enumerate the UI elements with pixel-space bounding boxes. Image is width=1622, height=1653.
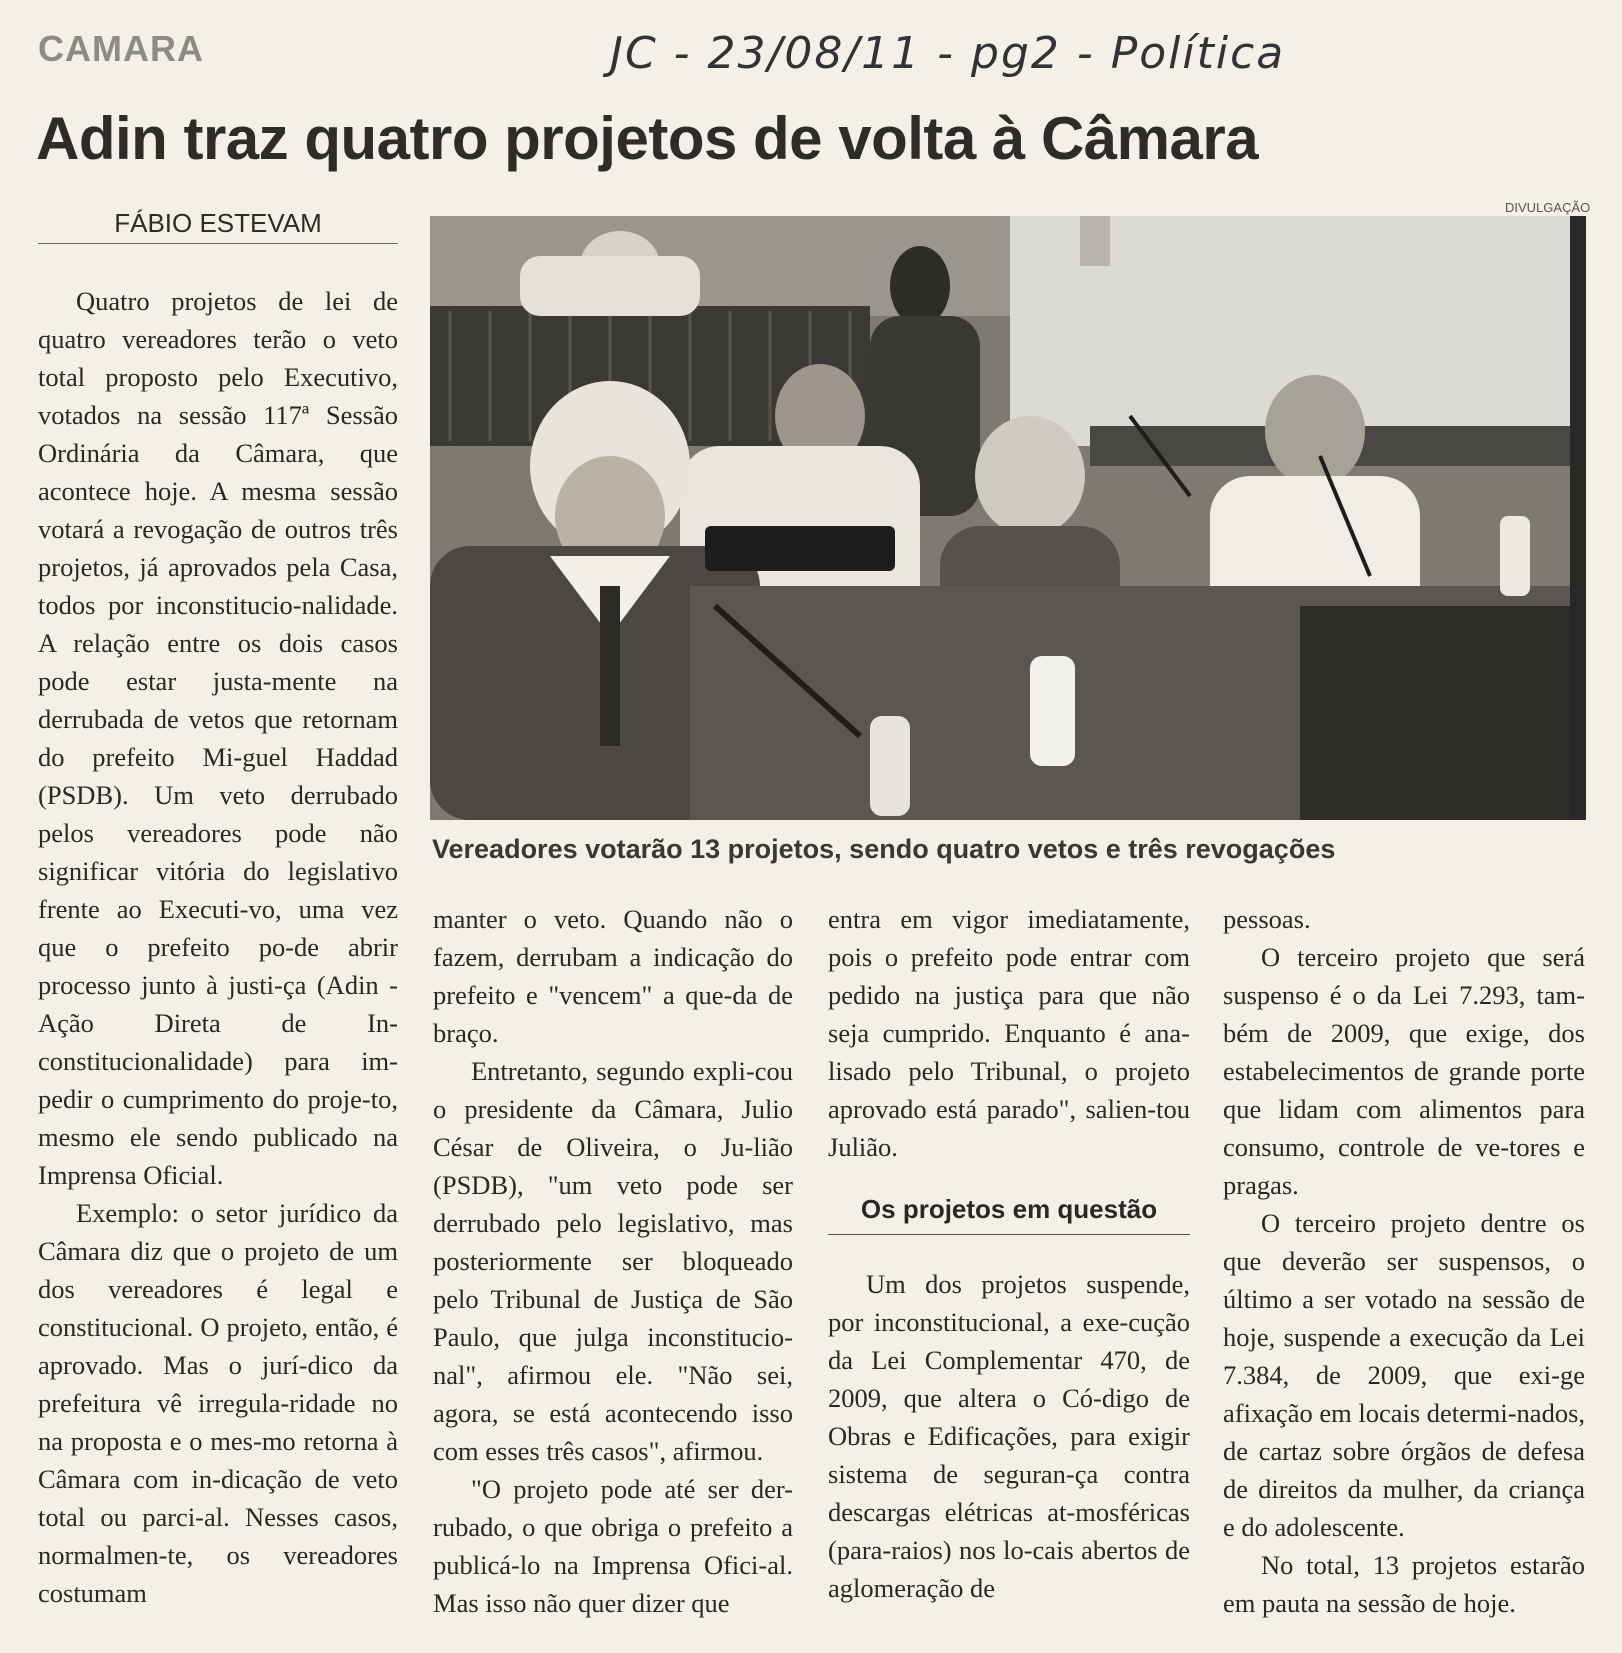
paragraph: O terceiro projeto dentre os que deverão ser suspensos, o último a ser votado na sessão de hoje, suspende a execução da Lei 7.384, de 2009, que exi-ge afixação em locais determi-nados, de cartaz sobre órgãos de defesa de direitos da mulher, da criança e do adolescente. — [1223, 1208, 1586, 1542]
paragraph: No total, 13 projetos estarão em pauta na sessão de hoje. — [1223, 1550, 1585, 1618]
paragraph: Entretanto, segundo expli-cou o presidente da Câmara, Julio César de Oliveira, o Ju-lião (PSDB), "um veto pode ser derrubado pelo legislativo, mas posteriormente ser bloqueado pelo Tribunal de Justiça de São Paulo, que julga inconstitucio-nal", afirmou ele. "Não sei, agora, se está acontecendo isso com esses três casos", afirmou. — [433, 1056, 793, 1466]
headline: Adin traz quatro projetos de volta à Câmara — [36, 105, 1259, 172]
paragraph: O terceiro projeto que será suspenso é o da Lei 7.293, tam-bém de 2009, que exige, dos estabelecimentos de grande porte que lidam com alimentos para consumo, controle de ve-tores e pragas. — [1223, 942, 1585, 1200]
paragraph: "O projeto pode até ser der-rubado, o que obriga o prefeito a publicá-lo na Imprensa Ofici-al. Mas isso não quer dizer que — [433, 1474, 793, 1618]
paragraph: pessoas. — [1223, 904, 1311, 934]
paragraph: Um dos projetos suspende, por inconstitucional, a exe-cução da Lei Complementar 470, de 2009, que altera o Có-digo de Obras e Edificações, para exigir sistema de seguran-ça contra descargas elétricas at-mosféricas (para-raios) nos lo-cais abertos de aglomeração de — [828, 1269, 1190, 1603]
subheading: Os projetos em questão — [828, 1190, 1190, 1235]
article-column-3 — [828, 900, 1190, 1607]
article-column-4 — [1223, 900, 1585, 1622]
paragraph: Exemplo: o setor jurídico da Câmara diz que o projeto de um dos vereadores é legal e constitucional. O projeto, então, é aprovado. Mas o jurí-dico da prefeitura vê irregula-ridade no na proposta e o mes-mo retorna à Câmara com in-dicação de veto total ou parci-al. Nesses casos, normalmen-te, os vereadores costumam — [38, 1198, 398, 1608]
paragraph: manter o veto. Quando não o fazem, derrubam a indicação do prefeito e "vencem" a que-da de braço. — [433, 904, 793, 1048]
paragraph: Quatro projetos de lei de quatro vereadores terão o veto total proposto pelo Executivo, votados na sessão 117ª Sessão Ordinária da Câmara, que acontece hoje. A mesma sessão votará a revogação de outros três projetos, já aprovados pela Casa, todos por inconstitucio-nalidade. A relação entre os dois casos pode estar justa-mente na derrubada de vetos que retornam do prefeito Mi-guel Haddad (PSDB). Um veto derrubado pelos vereadores pode não significar vitória do legislativo frente ao Executi-vo, uma vez que o prefeito po-de abrir processo junto à justi-ça (Adin - Ação Direta de In-constitucionalidade) para im-pedir o cumprimento do proje-to, mesmo ele sendo publicado na Imprensa Oficial. — [38, 286, 398, 1190]
handwritten-note: JC - 23/08/11 - pg2 - Política — [610, 28, 1286, 79]
paragraph: entra em vigor imediatamente, pois o prefeito pode entrar com pedido na justiça para que não seja cumprido. Enquanto é ana-lisado pelo Tribunal, o projeto aprovado está parado", salien-tou Julião. — [828, 904, 1190, 1162]
photo-illustration — [430, 216, 1586, 820]
article-column-1 — [38, 282, 398, 1612]
section-label: CAMARA — [38, 28, 204, 69]
article-column-2 — [433, 900, 793, 1622]
photo-credit: DIVULGAÇÃO — [1505, 200, 1591, 215]
byline: FÁBIO ESTEVAM — [38, 208, 398, 244]
article-photo — [430, 216, 1586, 820]
photo-caption: Vereadores votarão 13 projetos, sendo quatro vetos e três revogações — [432, 834, 1336, 864]
